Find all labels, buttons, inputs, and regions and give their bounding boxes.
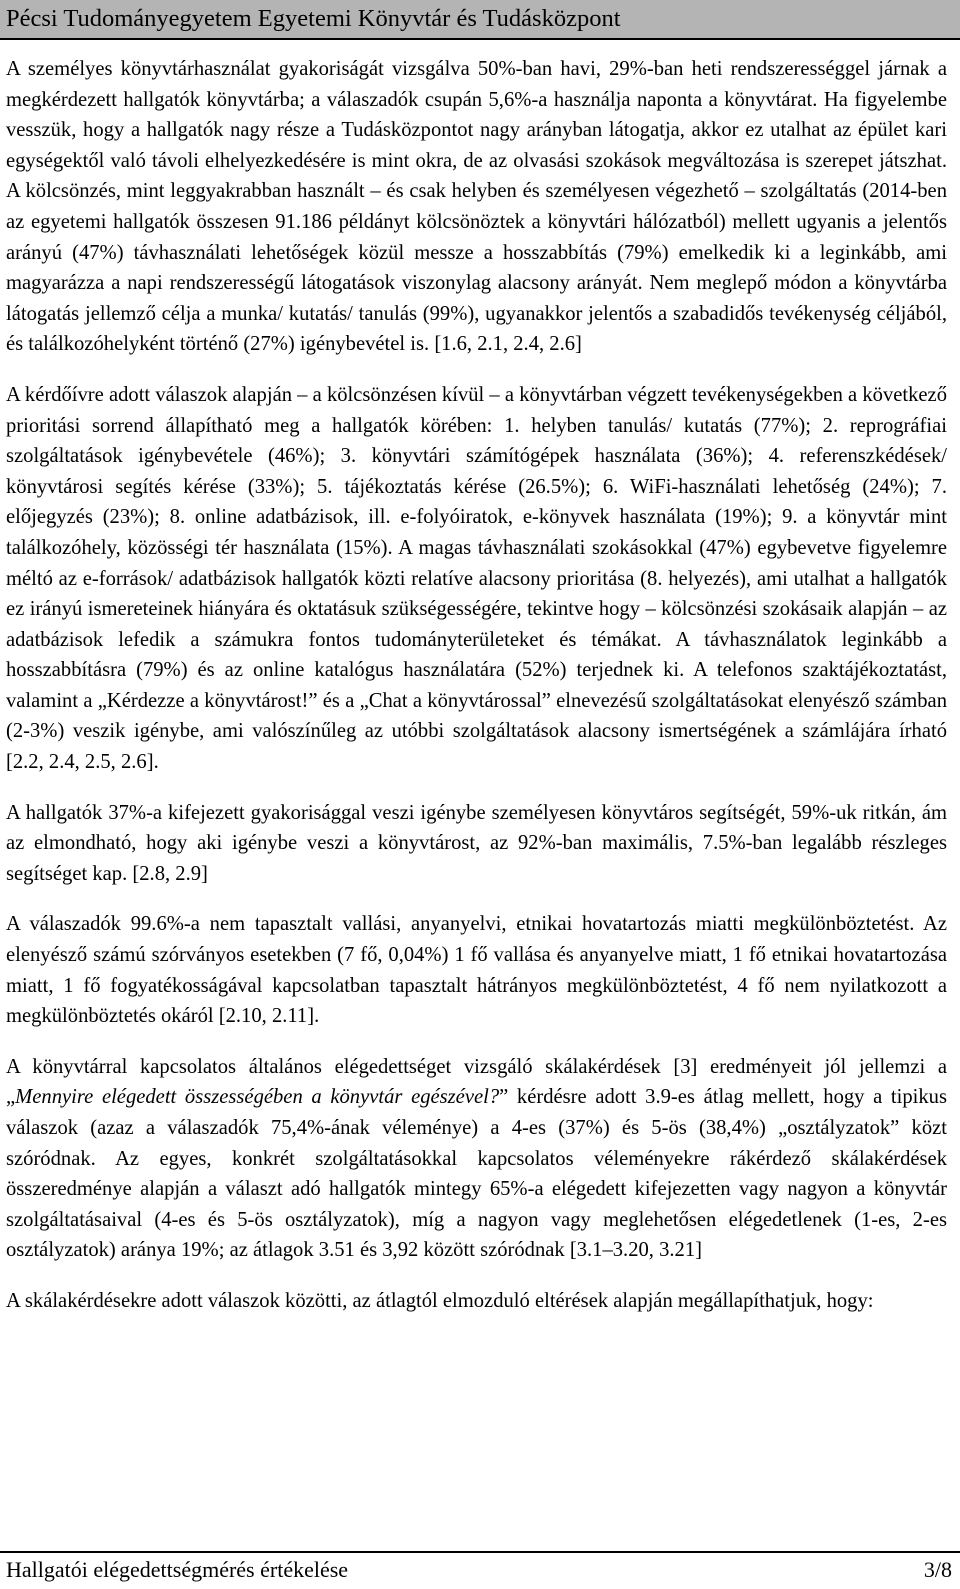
paragraph-satisfaction <box>6 1052 947 1266</box>
paragraph-text: A válaszadók 99.6%-a nem tapasztalt vallási, anyanyelvi, etnikai hovatartozás miatti megkülönböztetést. Az elenyésző számú szórványos esetekben (7 fő, 0,04%) 1 fő vallása és anyanyelve miatt, 1 fő etnikai hovatartozása miatt, 1 fő fogyatékosságával kapcsolatban tapasztalt hátrányos megkülönböztetést, 4 fő nem nyilatkozott a megkülönböztetés okáról [2.10, 2.11]. <box>6 913 947 1028</box>
header-title: Pécsi Tudományegyetem Egyetemi Könyvtár és Tudásközpont <box>6 5 621 32</box>
paragraph-text: A kérdőívre adott válaszok alapján – a kölcsönzésen kívül – a könyvtárban végzett tevékenységekben a következő prioritási sorrend állapítható meg a hallgatók körében: 1. helyben tanulás/ kutatás (77%); 2. reprográfiai szolgáltatások igénybevétele (46%); 3. könyvtári számítógépek használata (36%); 4. referenszkédések/ könyvtárosi segítés kérése (33%); 5. tájékoztatás kérése (26.5%); 6. WiFi-használati lehetőség (24%); 7. előjegyzés (23%); 8. online adatbázisok, ill. e-folyóiratok, e-könyvek használata (19%); 9. a könyvtár mint találkozóhely, közösségi tér használata (15%). A magas távhasználati szokásokkal (47%) egybevetve figyelemre méltó az e-források/ adatbázisok hallgatók közti relatíve alacsony prioritása (8. helyezés), ami utalhat a hallgatók ez irányú ismereteinek hiányára és oktatásuk szükségességére, tekintve hogy – kölcsönzési szokásaik alapján – az adatbázisok lefedik a számukra fontos tudományterületeket és témákat. A távhasználatok leginkább a hosszabbításra (79%) és az online katalógus használatára (52%) terjednek ki. A telefonos szaktájékoztatást, valamint a „Kérdezze a könyvtárost!” és a „Chat a könyvtárossal” elnevezésű szolgáltatásokat elenyésző számban (2-3%) veszik igénybe, ami valószínűleg az utóbbi szolgáltatások alacsony ismertségének a számlájára írható [2.2, 2.4, 2.5, 2.6]. <box>6 383 947 774</box>
paragraph-librarian-help <box>6 798 947 890</box>
paragraph-discrimination <box>6 909 947 1031</box>
paragraph-text: A hallgatók 37%-a kifejezett gyakorisággal veszi igénybe személyesen könyvtáros segítségét, 59%-uk ritkán, ám az elmondható, hogy aki igénybe veszi a könyvtárost, az 92%-ban maximális, 7.5%-ban legalább részleges segítséget kap. [2.8, 2.9] <box>6 801 947 885</box>
paragraph-scale-deviations <box>6 1286 947 1317</box>
page-number: 3/8 <box>923 1557 952 1582</box>
header-rule <box>0 38 960 40</box>
paragraph-usage-frequency <box>6 54 947 360</box>
paragraph-text: A személyes könyvtárhasználat gyakoriságát vizsgálva 50%-ban havi, 29%-ban heti rendszerességgel járnak a megkérdezett hallgatók könyvtárba; a válaszadók csupán 5,6%-a használja naponta a könyvtárat. Ha figyelembe vesszük, hogy a hallgatók nagy része a Tudásközpontot nagy arányban látogatja, akkor ez utalhat az épület kari egységektől való távoli elhelyezkedésére is mint okra, de az olvasási szokások megváltozása is szerepet játszhat. A kölcsönzés, mint leggyakrabban használt – és csak helyben és személyesen végezhető – szolgáltatás (2014-ben az egyetemi hallgatók összesen 91.186 példányt kölcsönöztek a könyvtári hálózatból) mellett ugyanis a jelentős arányú (47%) távhasználati lehetőségek közül messze a hosszabbítás (79%) emelkedik ki a leginkább, ami magyarázza a napi rendszerességű látogatások viszonylag alacsony arányát. Nem meglepő módon a könyvtárba látogatás jellemző célja a munka/ kutatás/ tanulás (99%), ugyanakkor jelentős a szabadidős tevékenység céljából, és találkozóhelyként történő (27%) igénybevétel is. [1.6, 2.1, 2.4, 2.6] <box>6 58 947 356</box>
document-body <box>6 54 947 1337</box>
italic-question: Mennyire elégedett összességében a könyvtár egészével? <box>15 1086 500 1109</box>
page-header <box>0 0 960 38</box>
paragraph-text: ” kérdésre adott 3.9-es átlag mellett, hogy a tipikus válaszok (azaz a válaszadók 75,4%-ának véleménye) a 4-es (37%) és 5-ös (38,4%) „osztályzatok” közt szóródnak. Az egyes, konkrét szolgáltatásokkal kapcsolatos véleményekre rákérdező skálakérdések összeredménye alapján a választ adó hallgatók mintegy 65%-a elégedett kifejezetten vagy nagyon a könyvtár szolgáltatásaival (4-es és 5-ös osztályzatok), míg a nagyon vagy meglehetősen elégedetlenek (1-es, 2-es osztályzatok) aránya 19%; az átlagok 3.51 és 3,92 között szóródnak [3.1–3.20, 3.21] <box>6 1086 947 1262</box>
paragraph-activity-priorities <box>6 380 947 778</box>
footer-document-title: Hallgatói elégedettségmérés értékelése <box>6 1557 349 1582</box>
paragraph-text: A könyvtárral kapcsolatos általános elégedettséget vizsgáló skálakérdések [3] eredményeit jól jellemzi a „ <box>6 1055 947 1109</box>
footer-rule <box>0 1551 960 1553</box>
paragraph-text: A skálakérdésekre adott válaszok közötti, az átlagtól elmozduló eltérések alapján megállapíthatjuk, hogy: <box>6 1289 874 1312</box>
